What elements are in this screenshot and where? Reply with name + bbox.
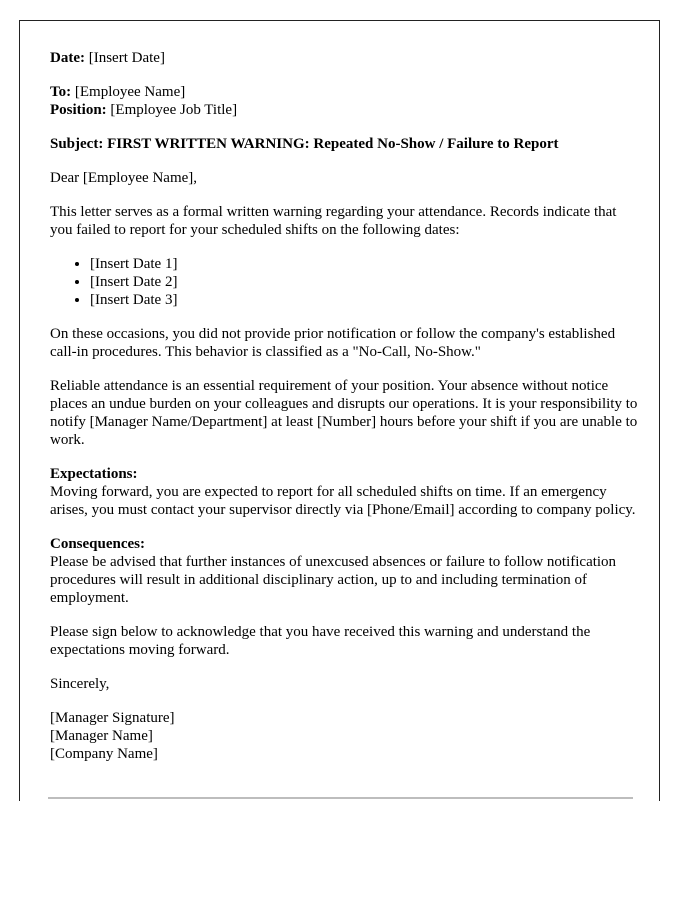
date-label: Date: <box>50 50 85 66</box>
recipient-block <box>50 83 640 119</box>
expectations-heading: Expectations: <box>50 466 138 482</box>
to-value: [Employee Name] <box>74 84 186 100</box>
list-item: • [Insert Date 2] <box>90 273 640 291</box>
letter-page <box>19 20 660 801</box>
position-line <box>50 101 640 119</box>
expectations-text: Moving forward, you are expected to report for all scheduled shifts on time. If an emergency arises, you must contact your supervisor directly via [Phone/Email] according to company policy. <box>50 484 636 518</box>
manager-signature: [Manager Signature] <box>50 710 175 726</box>
salutation: Dear [Employee Name], <box>50 170 198 186</box>
consequences-section <box>50 535 640 607</box>
closing: Sincerely, <box>50 676 110 692</box>
consequences-heading: Consequences: <box>50 536 146 552</box>
occasions-paragraph: On these occasions, you did not provide prior notification or follow the company's established call-in procedures. This behavior is classified as a "No-Call, No-Show." <box>50 326 616 360</box>
date-value: [Insert Date] <box>88 50 165 66</box>
position-label: Position: <box>50 102 107 118</box>
attendance-paragraph: Reliable attendance is an essential requirement of your position. Your absence without notice places an undue burden on your colleagues and disrupts our operations. It is your responsibility to notify [Manager Name/Department] at least [Number] hours before your shift if you are unable to work. <box>50 378 638 448</box>
signature-block <box>50 709 640 763</box>
intro-paragraph: This letter serves as a formal written warning regarding your attendance. Records indicate that you failed to report for your scheduled shifts on the following dates: <box>50 204 617 238</box>
to-label: To: <box>50 84 72 100</box>
list-item: • [Insert Date 1] <box>90 255 640 273</box>
letter-content <box>50 49 640 763</box>
company-name: [Company Name] <box>50 746 158 762</box>
to-line <box>50 83 640 101</box>
acknowledge-paragraph: Please sign below to acknowledge that you have received this warning and understand the expectations moving forward. <box>50 624 591 658</box>
date-line <box>50 49 640 67</box>
consequences-text: Please be advised that further instances of unexcused absences or failure to follow notification procedures will result in additional disciplinary action, up to and including termination of employment. <box>50 554 617 606</box>
position-value: [Employee Job Title] <box>110 102 238 118</box>
manager-name: [Manager Name] <box>50 728 153 744</box>
subject-line: Subject: FIRST WRITTEN WARNING: Repeated No-Show / Failure to Report <box>50 136 559 152</box>
expectations-section <box>50 465 640 519</box>
bottom-divider <box>48 797 633 799</box>
dates-list <box>50 255 640 309</box>
list-item: • [Insert Date 3] <box>90 291 640 309</box>
